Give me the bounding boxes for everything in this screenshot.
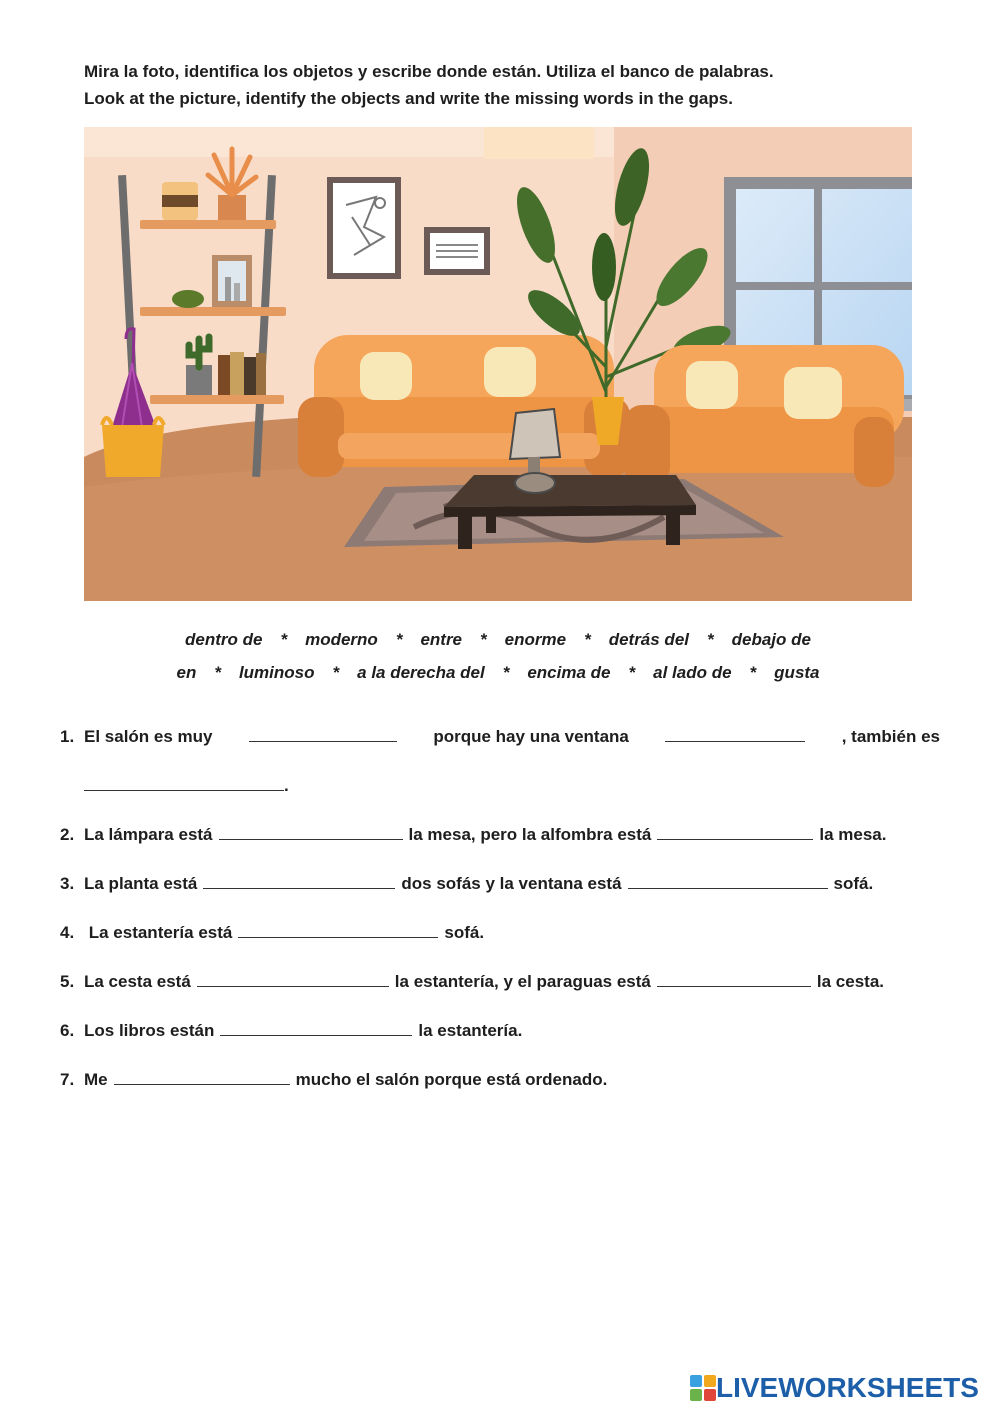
- exercise-text: .: [284, 776, 289, 795]
- exercise-text: dos sofás y la ventana está: [401, 874, 622, 893]
- exercise-1-continued: [84, 776, 964, 796]
- exercise-text: porque hay una ventana: [433, 727, 629, 746]
- answer-blank-1c[interactable]: [84, 776, 284, 791]
- exercise-number: 6.: [60, 1021, 75, 1040]
- picture-frame-icon: [327, 177, 401, 279]
- word-bank-word[interactable]: encima de: [527, 663, 611, 682]
- answer-blank-6a[interactable]: [220, 1021, 412, 1036]
- answer-blank-5b[interactable]: [657, 972, 811, 987]
- liveworksheets-logo-icon: [690, 1375, 716, 1401]
- word-bank-separator: *: [332, 663, 340, 682]
- word-bank-word[interactable]: a la derecha del: [357, 663, 485, 682]
- word-bank-separator: *: [707, 630, 714, 649]
- word-bank-row-1: [84, 630, 912, 650]
- lamp-icon: [510, 409, 560, 493]
- word-bank-word[interactable]: luminoso: [238, 663, 315, 682]
- answer-blank-5a[interactable]: [197, 972, 389, 987]
- word-bank-separator: *: [584, 630, 591, 649]
- living-room-illustration: [84, 127, 912, 601]
- answer-blank-2b[interactable]: [657, 825, 813, 840]
- exercise-text: mucho el salón porque está ordenado.: [295, 1070, 608, 1089]
- word-bank-separator: *: [280, 630, 288, 649]
- exercise-text: la cesta.: [816, 972, 884, 991]
- exercise-text: Me: [84, 1070, 108, 1089]
- liveworksheets-logo[interactable]: [690, 1373, 979, 1403]
- liveworksheets-logo-text: LIVEWORKSHEETS: [716, 1372, 979, 1403]
- exercise-text: la mesa, pero la alfombra está: [408, 825, 652, 844]
- exercise-3: [60, 874, 940, 894]
- exercise-5: [60, 972, 940, 992]
- exercise-7: [60, 1070, 940, 1090]
- word-bank-word[interactable]: detrás del: [608, 630, 689, 649]
- word-bank-word[interactable]: enorme: [504, 630, 567, 649]
- exercise-text: sofá.: [833, 874, 874, 893]
- word-bank-word[interactable]: gusta: [774, 663, 820, 682]
- word-bank-word[interactable]: al lado de: [653, 663, 732, 682]
- word-bank-separator: *: [502, 663, 510, 682]
- exercise-number: 4.: [60, 923, 75, 942]
- answer-blank-7a[interactable]: [114, 1070, 290, 1085]
- answer-blank-3a[interactable]: [203, 874, 395, 889]
- exercise-2: [60, 825, 940, 845]
- exercise-number: 5.: [60, 972, 75, 991]
- answer-blank-2a[interactable]: [219, 825, 403, 840]
- word-bank-separator: *: [628, 663, 636, 682]
- word-bank-word[interactable]: en: [176, 663, 197, 682]
- exercise-number: 3.: [60, 874, 75, 893]
- exercise-number: 2.: [60, 825, 75, 844]
- word-bank-separator: *: [395, 630, 403, 649]
- instruction-spanish: Mira la foto, identifica los objetos y escribe donde están. Utiliza el banco de palabras.: [84, 62, 774, 81]
- exercise-text: la estantería, y el paraguas está: [394, 972, 651, 991]
- exercise-number: 1.: [60, 727, 75, 746]
- word-bank-separator: *: [214, 663, 221, 682]
- answer-blank-4a[interactable]: [238, 923, 438, 938]
- picture-frame-small-icon: [424, 227, 490, 275]
- word-bank-separator: *: [749, 663, 757, 682]
- exercise-text: sofá.: [444, 923, 485, 942]
- exercise-number: 7.: [60, 1070, 75, 1089]
- basket-icon: [102, 418, 164, 477]
- exercise-4: [60, 923, 940, 943]
- word-bank-word[interactable]: entre: [420, 630, 463, 649]
- answer-blank-1b[interactable]: [665, 727, 805, 742]
- exercise-text: La lámpara está: [84, 825, 213, 844]
- exercise-text: , también es: [841, 727, 940, 746]
- exercise-6: [60, 1021, 940, 1041]
- exercise-text: Los libros están: [84, 1021, 215, 1040]
- exercise-text: la mesa.: [819, 825, 887, 844]
- word-bank-word[interactable]: moderno: [305, 630, 378, 649]
- exercise-text: La cesta está: [84, 972, 191, 991]
- answer-blank-1a[interactable]: [249, 727, 397, 742]
- word-bank-word[interactable]: dentro de: [185, 630, 263, 649]
- exercise-text: la estantería.: [418, 1021, 523, 1040]
- word-bank-row-2: [84, 663, 912, 683]
- instruction-english: Look at the picture, identify the objects and write the missing words in the gaps.: [84, 89, 733, 108]
- exercise-text: El salón es muy: [84, 727, 213, 746]
- sofa-right-icon: [624, 345, 904, 487]
- word-bank-word[interactable]: debajo de: [731, 630, 811, 649]
- word-bank-separator: *: [480, 630, 487, 649]
- exercise-text: La estantería está: [84, 923, 233, 942]
- sofa-left-icon: [298, 335, 630, 477]
- exercise-1: [60, 727, 940, 747]
- exercise-text: La planta está: [84, 874, 198, 893]
- answer-blank-3b[interactable]: [628, 874, 828, 889]
